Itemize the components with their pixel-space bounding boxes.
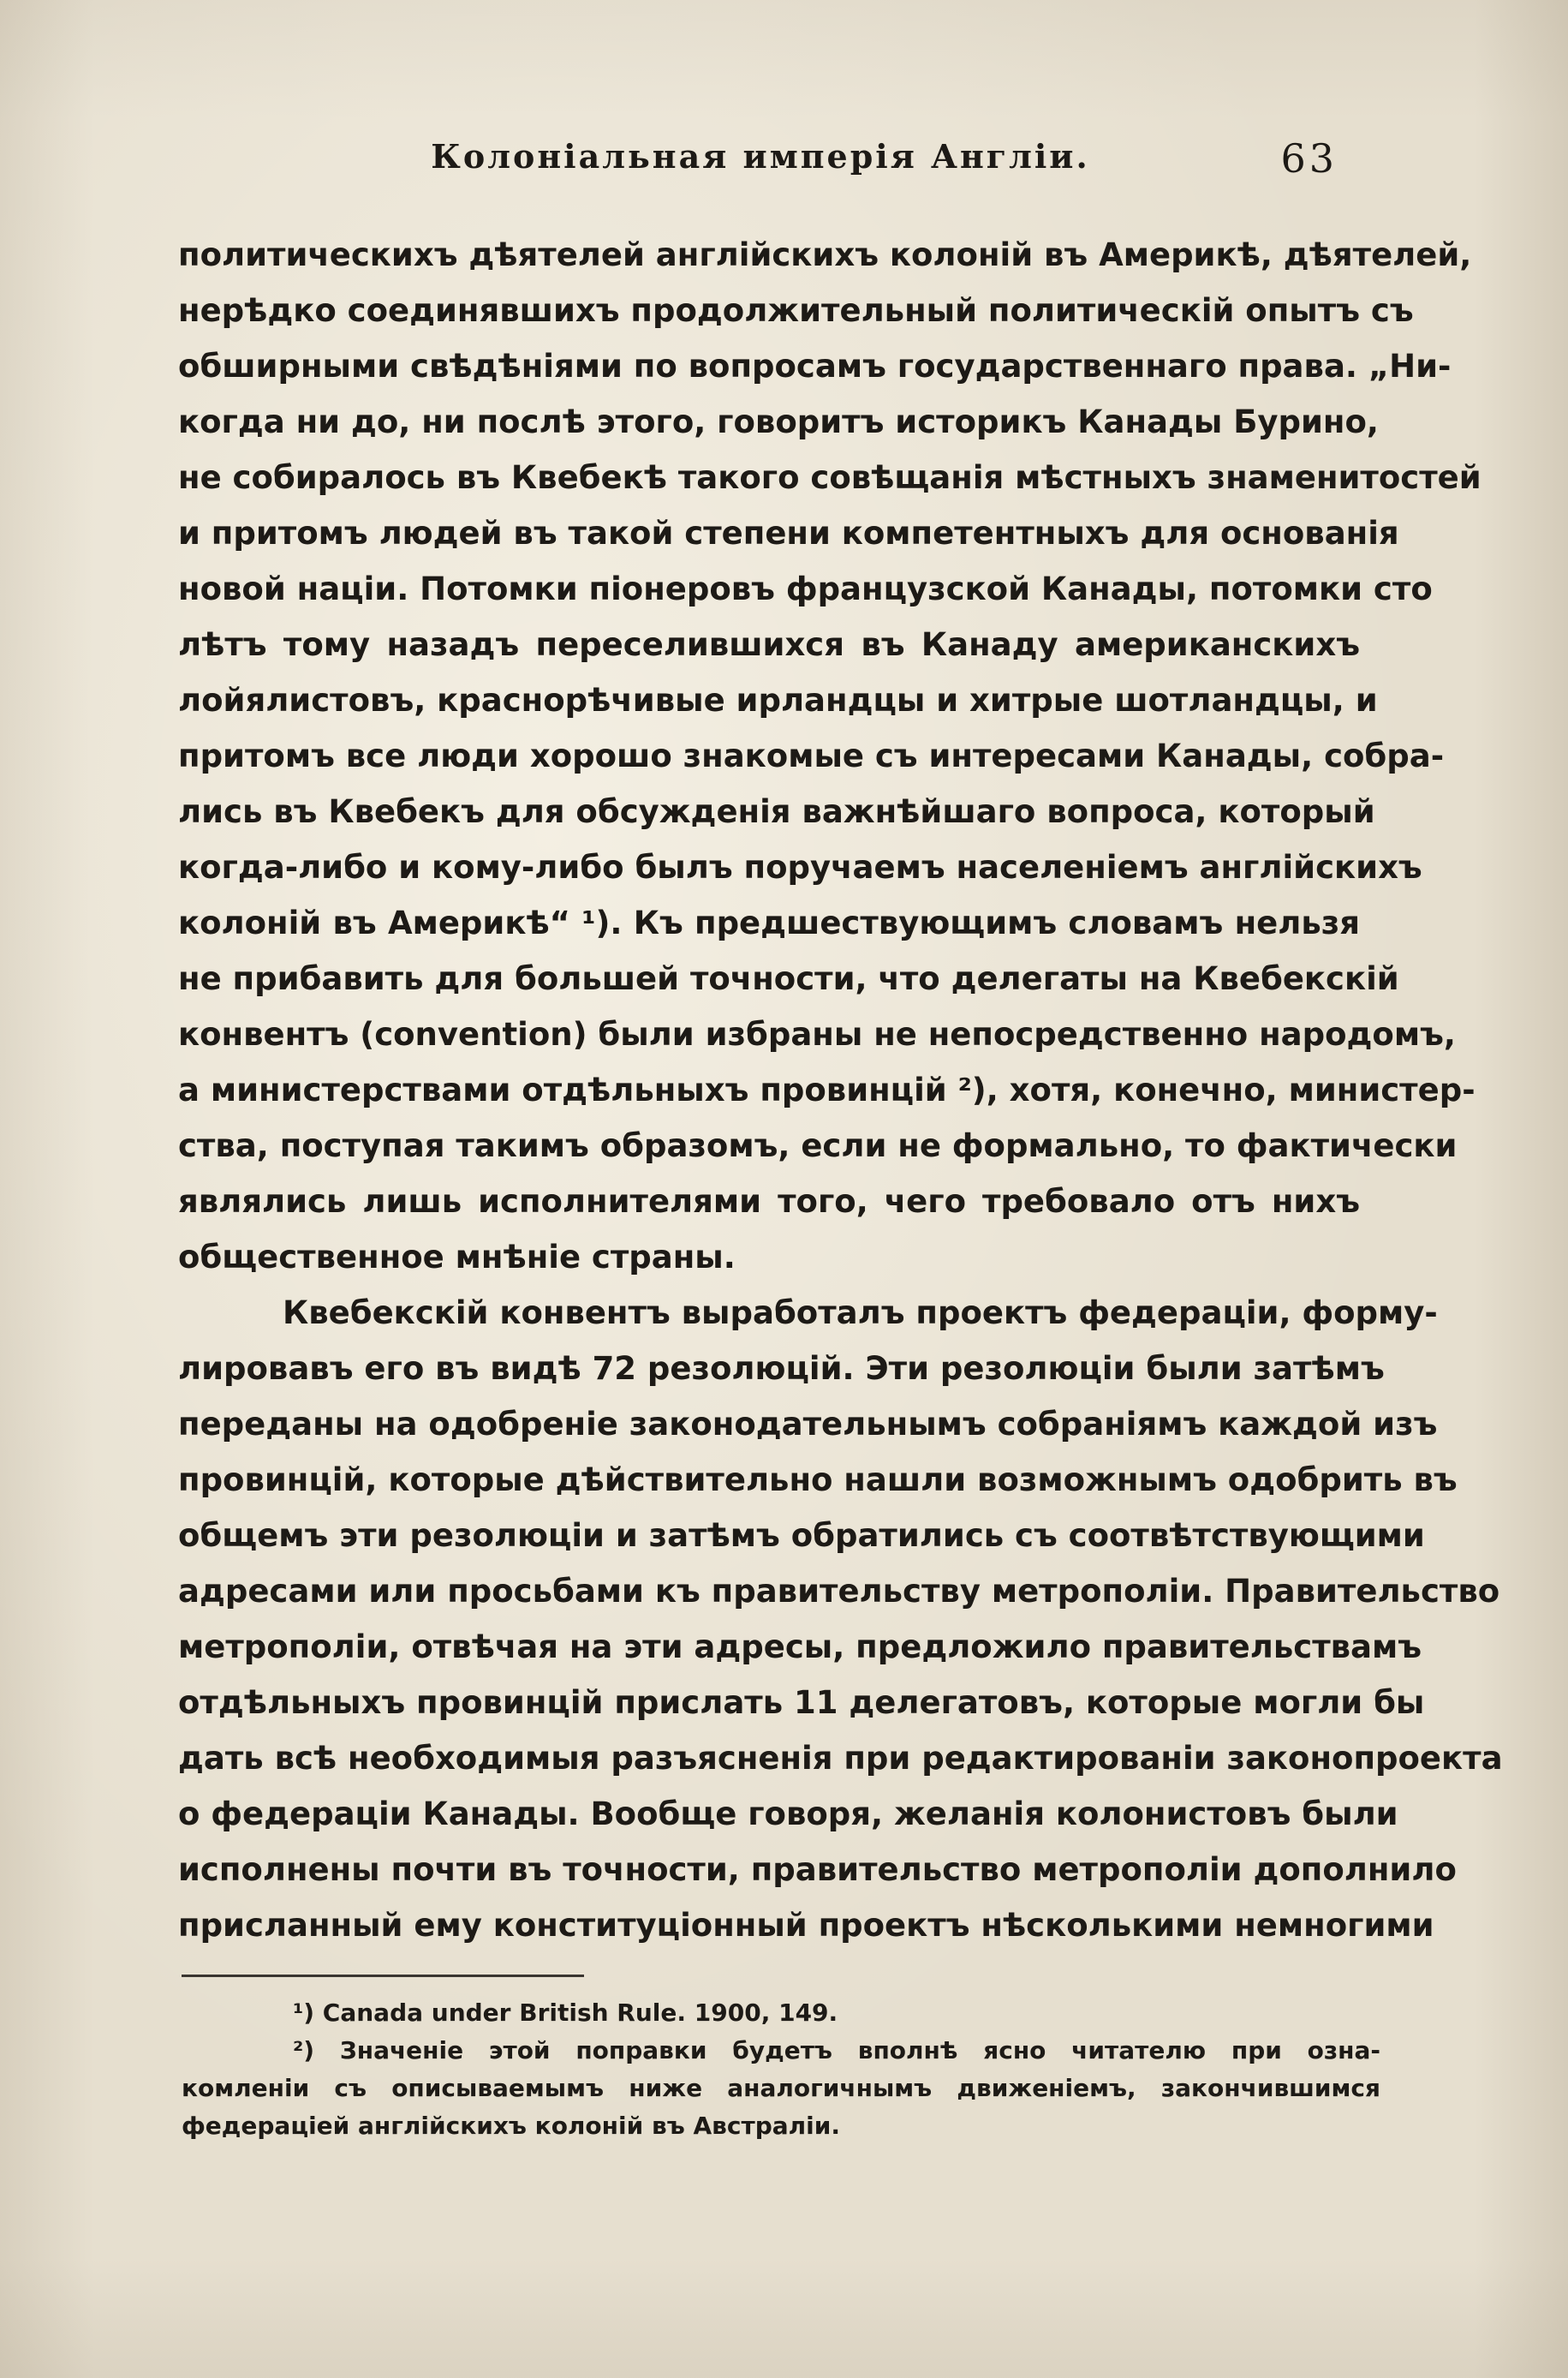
- paragraph-2: [178, 1285, 1503, 1953]
- text-line: общественное мнѣніе страны.: [178, 1239, 736, 1276]
- page-number: 63: [1280, 135, 1338, 182]
- text-line: лись въ Квебекъ для обсужденія важнѣйшаго вопроса, который: [178, 793, 1375, 830]
- text-line: не прибавить для большей точности, что делегаты на Квебекскій: [178, 960, 1399, 997]
- footnote-2-line: ²) Значеніе этой поправки будетъ вполнѣ ясно читателю при озна-: [293, 2036, 1380, 2064]
- text-line: когда-либо и кому-либо былъ поручаемъ населеніемъ англійскихъ: [178, 849, 1422, 886]
- footnote-1: ¹) Canada under British Rule. 1900, 149.: [293, 1999, 838, 2027]
- text-line: когда ни до, ни послѣ этого, говоритъ историкъ Канады Бурино,: [178, 403, 1379, 440]
- footnotes: [182, 1994, 1380, 2145]
- footnote-divider: [182, 1975, 584, 1977]
- text-line: обширными свѣдѣніями по вопросамъ государственнаго права. „Ни-: [178, 348, 1452, 385]
- text-line: политическихъ дѣятелей англійскихъ колоній въ Америкѣ, дѣятелей,: [178, 236, 1472, 273]
- text-line: провинцій, которые дѣйствительно нашли возможнымъ одобрить въ: [178, 1461, 1458, 1498]
- text-line: новой націи. Потомки піонеровъ французской Канады, потомки сто: [178, 571, 1433, 607]
- body-text: [178, 227, 1503, 1953]
- text-line: адресами или просьбами къ правительству метрополіи. Правительство: [178, 1573, 1500, 1610]
- text-line: являлись лишь исполнителями того, чего требовало отъ нихъ: [178, 1183, 1360, 1220]
- text-line: отдѣльныхъ провинцій прислать 11 делегатовъ, которые могли бы: [178, 1684, 1425, 1721]
- paragraph-1: [178, 227, 1482, 1285]
- text-line: лѣтъ тому назадъ переселившихся въ Канаду американскихъ: [178, 626, 1360, 663]
- text-line: метрополіи, отвѣчая на эти адресы, предложило правительствамъ: [178, 1628, 1422, 1665]
- text-line: о федераціи Канады. Вообще говоря, желанія колонистовъ были: [178, 1795, 1398, 1832]
- text-line: исполнены почти въ точности, правительство метрополіи дополнило: [178, 1851, 1457, 1888]
- text-line: не собиралось въ Квебекѣ такого совѣщанія мѣстныхъ знаменитостей: [178, 459, 1482, 496]
- text-line: присланный ему конституціонный проектъ нѣсколькими немногими: [178, 1907, 1434, 1944]
- text-line: Квебекскій конвентъ выработалъ проектъ федераціи, форму-: [283, 1294, 1438, 1331]
- text-line: конвентъ (convention) были избраны не непосредственно народомъ,: [178, 1016, 1456, 1053]
- text-line: ства, поступая такимъ образомъ, если не формально, то фактически: [178, 1127, 1458, 1164]
- text-line: переданы на одобреніе законодательнымъ собраніямъ каждой изъ: [178, 1406, 1438, 1443]
- text-line: лировавъ его въ видѣ 72 резолюцій. Эти резолюціи были затѣмъ: [178, 1350, 1385, 1387]
- text-line: дать всѣ необходимыя разъясненія при редактированіи законопроекта: [178, 1740, 1503, 1777]
- footnote-2-line: комленіи съ описываемымъ ниже аналогичнымъ движеніемъ, закончившимся: [182, 2074, 1380, 2102]
- text-line: притомъ все люди хорошо знакомые съ интересами Канады, собра-: [178, 738, 1445, 774]
- text-line: нерѣдко соединявшихъ продолжительный политическій опытъ съ: [178, 292, 1414, 329]
- page-header: [178, 128, 1343, 197]
- running-title: Колоніальная имперія Англіи.: [431, 137, 1090, 176]
- text-line: общемъ эти резолюціи и затѣмъ обратились съ соотвѣтствующими: [178, 1517, 1425, 1554]
- footnote-2-line: федераціей англійскихъ колоній въ Австраліи.: [182, 2112, 841, 2140]
- text-line: колоній въ Америкѣ“ ¹). Къ предшествующимъ словамъ нельзя: [178, 905, 1360, 941]
- text-line: и притомъ людей въ такой степени компетентныхъ для основанія: [178, 515, 1399, 552]
- text-line: лойялистовъ, краснорѣчивые ирландцы и хитрые шотландцы, и: [178, 682, 1378, 719]
- text-line: а министерствами отдѣльныхъ провинцій ²), хотя, конечно, министер-: [178, 1072, 1476, 1108]
